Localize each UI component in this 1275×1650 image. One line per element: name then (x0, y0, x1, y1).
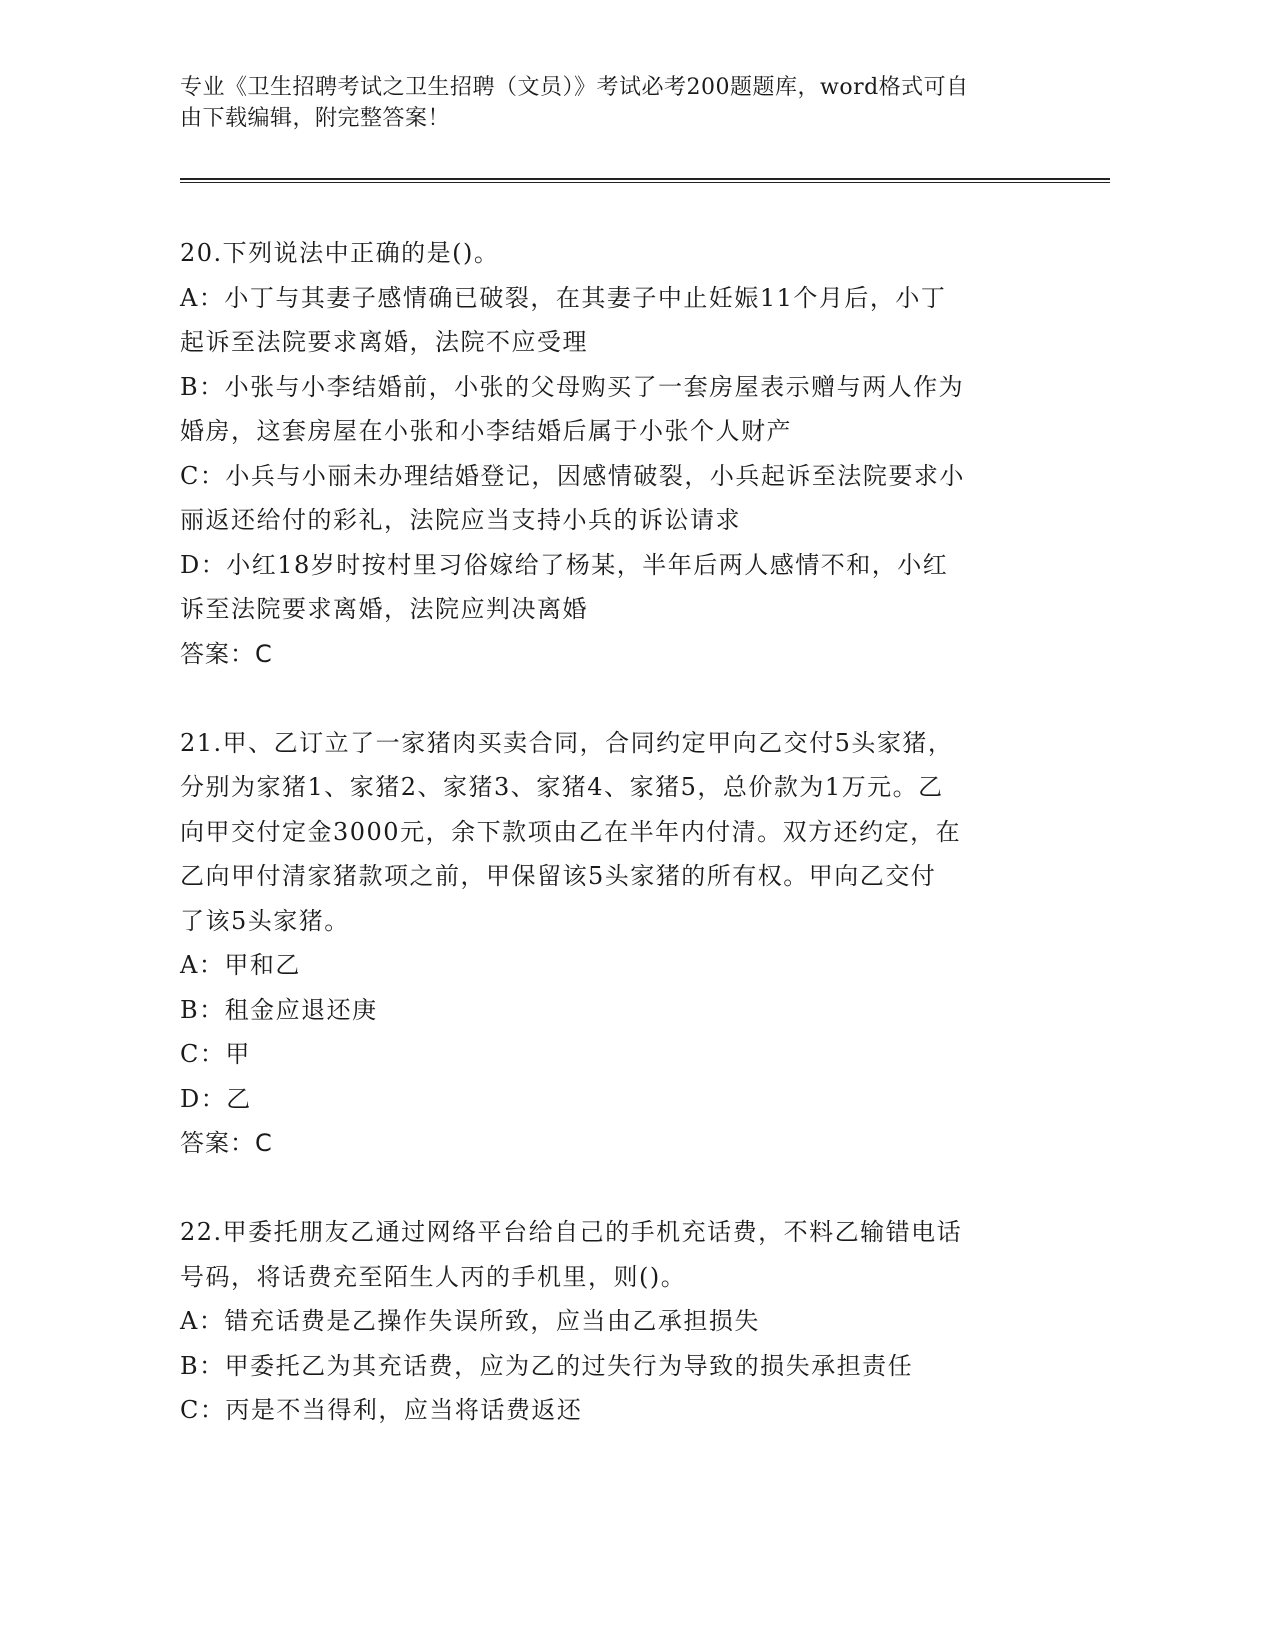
document-header (180, 72, 1030, 134)
option-c-line: C：丙是不当得利，应当将话费返还 (180, 1396, 583, 1424)
question-stem-line: 向甲交付定金3000元，余下款项由乙在半年内付清。双方还约定，在 (180, 817, 962, 846)
question-spacer (180, 676, 1040, 721)
option-a-line: A：小丁与其妻子感情确已破裂，在其妻子中止妊娠11个月后，小丁 (180, 283, 947, 312)
option-c-line: C：甲 (180, 1040, 251, 1068)
option-c-line: 丽返还给付的彩礼，法院应当支持小兵的诉讼请求 (180, 506, 741, 534)
question-stem-line: 22.甲委托朋友乙通过网络平台给自己的手机充话费，不料乙输错电话 (180, 1218, 963, 1246)
option-a-line: A：甲和乙 (180, 951, 301, 979)
question-stem-line: 了该5头家猪。 (180, 906, 350, 935)
question-stem-line: 21.甲、乙订立了一家猪肉买卖合同，合同约定甲向乙交付5头家猪， (180, 728, 954, 757)
option-a-line: 起诉至法院要求离婚，法院不应受理 (180, 328, 588, 356)
option-d-line: 诉至法院要求离婚，法院应判决离婚 (180, 595, 588, 623)
answer-label: 答案：C (180, 1129, 273, 1157)
header-line-1: 专业《卫生招聘考试之卫生招聘（文员）》考试必考200题题库，word格式可自 (180, 75, 969, 100)
option-b-line: B：甲委托乙为其充话费，应为乙的过失行为导致的损失承担责任 (180, 1351, 914, 1380)
option-d-line: D：小红18岁时按村里习俗嫁给了杨某，半年后两人感情不和，小红 (180, 550, 949, 579)
header-divider (180, 178, 1110, 183)
document-page (180, 0, 1110, 1650)
question-spacer (180, 1166, 1040, 1211)
question-stem-line: 20.下列说法中正确的是()。 (180, 239, 500, 267)
option-b-line: B：租金应退还庚 (180, 995, 378, 1024)
question-stem-line: 号码，将话费充至陌生人丙的手机里，则()。 (180, 1262, 687, 1291)
question-stem-line: 乙向甲付清家猪款项之前，甲保留该5头家猪的所有权。甲向乙交付 (180, 862, 937, 890)
question-22 (180, 1210, 1040, 1433)
answer-label: 答案：C (180, 639, 273, 668)
question-list (180, 231, 1040, 1433)
question-stem-line: 分别为家猪1、家猪2、家猪3、家猪4、家猪5，总价款为1万元。乙 (180, 773, 944, 801)
option-d-line: D：乙 (180, 1084, 252, 1113)
option-b-line: 婚房，这套房屋在小张和小李结婚后属于小张个人财产 (180, 417, 792, 445)
question-21 (180, 721, 1040, 1166)
header-line-2: 由下载编辑，附完整答案！ (180, 106, 451, 131)
option-a-line: A：错充话费是乙操作失误所致，应当由乙承担损失 (180, 1307, 760, 1335)
option-b-line: B：小张与小李结婚前，小张的父母购买了一套房屋表示赠与两人作为 (180, 372, 965, 401)
question-20 (180, 231, 1040, 676)
option-c-line: C：小兵与小丽未办理结婚登记，因感情破裂，小兵起诉至法院要求小 (180, 461, 965, 490)
